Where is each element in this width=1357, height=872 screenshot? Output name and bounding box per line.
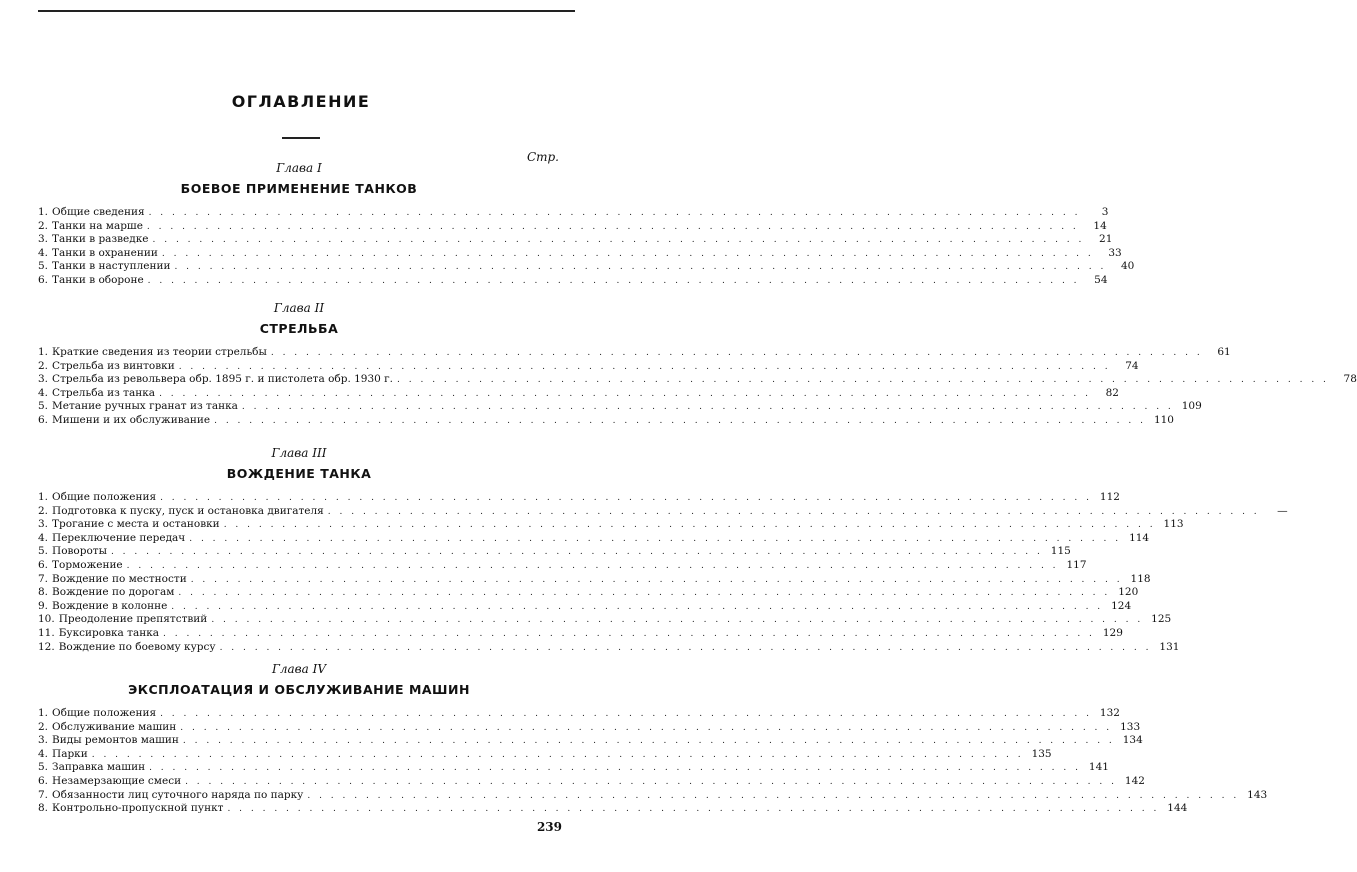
dot-leader: . . . . . . . . . . . . . . . . . . . . . . . . . . . . . . . . . . . . . . . . . . . . . . . . . . . . . . . . . . . . . . . . . . . . . . . . . . . . . . . . [307, 790, 1240, 801]
entry-title: Метание ручных гранат из танка [52, 400, 238, 413]
chapter-title: ЭКСПЛОАТАЦИЯ И ОБСЛУЖИВАНИЕ МАШИН [128, 682, 470, 697]
entry-title: Танки в охранении [52, 246, 158, 259]
entry-page: 143 [1247, 788, 1268, 801]
entry-page: 132 [1099, 707, 1120, 719]
dot-leader: . . . . . . . . . . . . . . . . . . . . . . . . . . . . . . . . . . . . . . . . . . . . . . . . . . . . . . . . . . . . . . . . . . . . . . . . . . . . . . . . [214, 415, 1146, 426]
entry-number: 1. [38, 707, 49, 719]
entry-number: 6. [38, 774, 49, 787]
toc-entry[interactable] [38, 413, 1174, 428]
entry-page: 131 [1159, 640, 1180, 653]
dot-leader: . . . . . . . . . . . . . . . . . . . . . . . . . . . . . . . . . . . . . . . . . . . . . . . . . . . . . . . . . . . . . . . . . . . . . . . . . . . . . . . . [219, 642, 1152, 653]
entry-page: 144 [1167, 802, 1188, 815]
entry-title: Стрельба из винтовки [52, 359, 175, 372]
entry-number: 2. [38, 504, 49, 517]
entry-number: 3. [38, 518, 49, 531]
toc-entry[interactable] [38, 219, 1107, 234]
entry-title: Танки в разведке [52, 233, 149, 246]
entry-title: Вождение по дорогам [52, 586, 175, 599]
entry-list [38, 491, 1288, 654]
entry-number: 8. [38, 586, 49, 599]
chapter-block [38, 445, 1288, 654]
title-rule [282, 137, 320, 139]
chapter-label: Глава II [273, 301, 325, 315]
entry-page: 124 [1111, 599, 1132, 612]
entry-title: Заправка машин [52, 761, 146, 774]
dot-leader: . . . . . . . . . . . . . . . . . . . . . . . . . . . . . . . . . . . . . . . . . . . . . . . . . . . . . . . . . . . . . . . . . . . . . . . . . . . . . . . . [159, 388, 1091, 399]
chapter-title: СТРЕЛЬБА [259, 321, 339, 336]
entry-page: 125 [1151, 613, 1172, 626]
entry-page: 61 [1217, 346, 1231, 358]
toc-entry[interactable] [38, 504, 1288, 519]
entry-page: 141 [1088, 761, 1109, 774]
entry-page: 74 [1125, 359, 1139, 372]
chapter-label: Глава IV [271, 662, 327, 676]
toc-entry[interactable] [38, 761, 1109, 775]
toc-entry[interactable] [38, 373, 1357, 387]
entry-title: Трогание с места и остановки [52, 518, 220, 531]
dot-leader: . . . . . . . . . . . . . . . . . . . . . . . . . . . . . . . . . . . . . . . . . . . . . . . . . . . . . . . . . . . . . . . . . . . . . . . . . . . . . . . . [327, 506, 1260, 517]
entry-number: 4. [38, 531, 49, 544]
toc-entry[interactable] [38, 386, 1119, 401]
dot-leader: . . . . . . . . . . . . . . . . . . . . . . . . . . . . . . . . . . . . . . . . . . . . . . . . . . . . . . . . . . . . . . . . . . . . . . . . . . . . . . . . [91, 749, 1024, 760]
entry-number: 7. [38, 788, 49, 801]
entry-title: Стрельба из танка [52, 386, 156, 399]
dot-leader: . . . . . . . . . . . . . . . . . . . . . . . . . . . . . . . . . . . . . . . . . . . . . . . . . . . . . . . . . . . . . . . . . . . . . . . . . . . . . . . . [147, 275, 1080, 286]
entry-list [38, 707, 1268, 816]
entry-title: Танки на марше [52, 219, 143, 232]
entry-page: 115 [1050, 545, 1071, 558]
entry-title: Общие положения [52, 491, 157, 503]
entry-number: 9. [38, 599, 49, 612]
entry-page: 120 [1118, 586, 1139, 599]
dot-leader: . . . . . . . . . . . . . . . . . . . . . . . . . . . . . . . . . . . . . . . . . . . . . . . . . . . . . . . . . . . . . . . . . . . . . . . . . . . . . . . . [190, 574, 1123, 585]
toc-entry[interactable] [38, 788, 1268, 803]
entry-page: — [1277, 504, 1288, 517]
entry-page: 54 [1094, 273, 1108, 286]
dot-leader: . . . . . . . . . . . . . . . . . . . . . . . . . . . . . . . . . . . . . . . . . . . . . . . . . . . . . . . . . . . . . . . . . . . . . . . . . . . . . . . . [148, 208, 1081, 218]
entry-number: 2. [38, 219, 49, 232]
toc-entry[interactable] [38, 720, 1141, 735]
entry-page: 113 [1163, 518, 1184, 531]
entry-number: 1. [38, 206, 49, 218]
entry-page: 114 [1129, 531, 1150, 544]
entry-number: 4. [38, 386, 49, 399]
dot-leader: . . . . . . . . . . . . . . . . . . . . . . . . . . . . . . . . . . . . . . . . . . . . . . . . . . . . . . . . . . . . . . . . . . . . . . . . . . . . . . . . [163, 628, 1095, 639]
dot-leader: . . . . . . . . . . . . . . . . . . . . . . . . . . . . . . . . . . . . . . . . . . . . . . . . . . . . . . . . . . . . . . . . . . . . . . . . . . . . . . . . [110, 547, 1043, 558]
entry-title: Виды ремонтов машин [52, 734, 179, 747]
dot-leader: . . . . . . . . . . . . . . . . . . . . . . . . . . . . . . . . . . . . . . . . . . . . . . . . . . . . . . . . . . . . . . . . . . . . . . . . . . . . . . . . [397, 375, 1329, 386]
toc-entry[interactable] [38, 260, 1135, 274]
entry-title: Общие положения [52, 707, 157, 719]
toc-entry[interactable] [38, 233, 1113, 247]
entry-number: 6. [38, 413, 49, 426]
entry-page: 134 [1122, 734, 1143, 747]
dot-leader: . . . . . . . . . . . . . . . . . . . . . . . . . . . . . . . . . . . . . . . . . . . . . . . . . . . . . . . . . . . . . . . . . . . . . . . . . . . . . . . . [126, 560, 1059, 571]
entry-number: 1. [38, 346, 49, 358]
entry-title: Парки [52, 747, 88, 760]
entry-number: 5. [38, 545, 49, 558]
dot-leader: . . . . . . . . . . . . . . . . . . . . . . . . . . . . . . . . . . . . . . . . . . . . . . . . . . . . . . . . . . . . . . . . . . . . . . . . . . . . . . . . [149, 763, 1081, 774]
entry-page: 3 [1101, 206, 1109, 218]
dot-leader: . . . . . . . . . . . . . . . . . . . . . . . . . . . . . . . . . . . . . . . . . . . . . . . . . . . . . . . . . . . . . . . . . . . . . . . . . . . . . . . . [211, 615, 1144, 626]
entry-title: Обязанности лиц суточного наряда по парку [52, 788, 304, 801]
entry-number: 6. [38, 273, 49, 286]
entry-number: 6. [38, 558, 49, 571]
entry-list [38, 206, 1135, 288]
entry-page: 14 [1093, 219, 1107, 232]
dot-leader: . . . . . . . . . . . . . . . . . . . . . . . . . . . . . . . . . . . . . . . . . . . . . . . . . . . . . . . . . . . . . . . . . . . . . . . . . . . . . . . . [182, 736, 1115, 747]
entry-number: 4. [38, 246, 49, 259]
chapter-title: БОЕВОЕ ПРИМЕНЕНИЕ ТАНКОВ [180, 181, 418, 196]
entry-title: Общие сведения [52, 206, 145, 218]
toc-entry[interactable] [38, 246, 1122, 261]
entry-title: Буксировка танка [58, 626, 160, 639]
page-column-label: Стр. [526, 150, 559, 164]
toc-entry[interactable] [38, 707, 1120, 721]
toc-entry[interactable] [38, 491, 1120, 505]
entry-page: 33 [1108, 246, 1122, 259]
top-rule [38, 10, 575, 12]
toc-entry[interactable] [38, 626, 1123, 641]
entry-number: 7. [38, 572, 49, 585]
entry-title: Переключение передач [52, 531, 186, 544]
dot-leader: . . . . . . . . . . . . . . . . . . . . . . . . . . . . . . . . . . . . . . . . . . . . . . . . . . . . . . . . . . . . . . . . . . . . . . . . . . . . . . . . [152, 235, 1085, 246]
entry-title: Краткие сведения из теории стрельбы [52, 346, 267, 358]
entry-title: Танки в обороне [52, 273, 144, 286]
entry-number: 3. [38, 734, 49, 747]
dot-leader: . . . . . . . . . . . . . . . . . . . . . . . . . . . . . . . . . . . . . . . . . . . . . . . . . . . . . . . . . . . . . . . . . . . . . . . . . . . . . . . . [180, 722, 1113, 733]
dot-leader: . . . . . . . . . . . . . . . . . . . . . . . . . . . . . . . . . . . . . . . . . . . . . . . . . . . . . . . . . . . . . . . . . . . . . . . . . . . . . . . . [178, 361, 1111, 372]
toc-entry[interactable] [38, 518, 1184, 532]
entry-page: 110 [1153, 413, 1174, 426]
toc-entry[interactable] [38, 774, 1145, 789]
dot-leader: . . . . . . . . . . . . . . . . . . . . . . . . . . . . . . . . . . . . . . . . . . . . . . . . . . . . . . . . . . . . . . . . . . . . . . . . . . . . . . . . [223, 520, 1156, 531]
toc-entry[interactable] [38, 572, 1151, 587]
dot-leader: . . . . . . . . . . . . . . . . . . . . . . . . . . . . . . . . . . . . . . . . . . . . . . . . . . . . . . . . . . . . . . . . . . . . . . . . . . . . . . . . [171, 601, 1104, 612]
entry-number: 5. [38, 400, 49, 413]
entry-page: 40 [1120, 260, 1135, 273]
toc-entry[interactable] [38, 273, 1108, 288]
entry-page: 142 [1124, 774, 1145, 787]
toc-entry[interactable] [38, 400, 1202, 414]
entry-page: 112 [1099, 491, 1120, 503]
dot-leader: . . . . . . . . . . . . . . . . . . . . . . . . . . . . . . . . . . . . . . . . . . . . . . . . . . . . . . . . . . . . . . . . . . . . . . . . . . . . . . . . [270, 348, 1203, 358]
chapter-block [38, 160, 1135, 288]
entry-number: 3. [38, 233, 49, 246]
entry-title: Повороты [52, 545, 107, 558]
page-number: 239 [536, 820, 562, 834]
entry-number: 11. [38, 626, 55, 639]
page-title: ОГЛАВЛЕНИЕ [231, 92, 371, 111]
entry-title: Контрольно-пропускной пункт [52, 802, 224, 815]
entry-page: 133 [1120, 720, 1141, 733]
entry-page: 118 [1130, 572, 1151, 585]
entry-page: 117 [1066, 558, 1087, 571]
toc-entry[interactable] [38, 802, 1188, 816]
entry-number: 8. [38, 802, 49, 815]
dot-leader: . . . . . . . . . . . . . . . . . . . . . . . . . . . . . . . . . . . . . . . . . . . . . . . . . . . . . . . . . . . . . . . . . . . . . . . . . . . . . . . . [161, 248, 1094, 259]
entry-number: 3. [38, 373, 49, 386]
entry-page: 109 [1181, 400, 1202, 413]
dot-leader: . . . . . . . . . . . . . . . . . . . . . . . . . . . . . . . . . . . . . . . . . . . . . . . . . . . . . . . . . . . . . . . . . . . . . . . . . . . . . . . . [174, 262, 1107, 273]
toc-entry[interactable] [38, 531, 1150, 546]
chapter-title: ВОЖДЕНИЕ ТАНКА [226, 466, 372, 481]
entry-page: 78 [1343, 373, 1357, 386]
toc-entry[interactable] [38, 346, 1231, 360]
entry-title: Незамерзающие смеси [52, 774, 182, 787]
toc-entry[interactable] [38, 599, 1132, 614]
entry-title: Танки в наступлении [52, 260, 171, 273]
toc-entry[interactable] [38, 359, 1139, 374]
entry-page: 21 [1099, 233, 1113, 246]
entry-title: Вождение в колонне [52, 599, 168, 612]
dot-leader: . . . . . . . . . . . . . . . . . . . . . . . . . . . . . . . . . . . . . . . . . . . . . . . . . . . . . . . . . . . . . . . . . . . . . . . . . . . . . . . . [189, 533, 1122, 544]
entry-title: Подготовка к пуску, пуск и остановка двигателя [52, 504, 324, 517]
dot-leader: . . . . . . . . . . . . . . . . . . . . . . . . . . . . . . . . . . . . . . . . . . . . . . . . . . . . . . . . . . . . . . . . . . . . . . . . . . . . . . . . [146, 221, 1079, 232]
entry-page: 129 [1102, 626, 1123, 639]
dot-leader: . . . . . . . . . . . . . . . . . . . . . . . . . . . . . . . . . . . . . . . . . . . . . . . . . . . . . . . . . . . . . . . . . . . . . . . . . . . . . . . . [160, 493, 1092, 503]
entry-title: Преодоление препятствий [58, 613, 208, 626]
chapter-block [38, 300, 1357, 428]
toc-entry[interactable] [38, 747, 1052, 762]
dot-leader: . . . . . . . . . . . . . . . . . . . . . . . . . . . . . . . . . . . . . . . . . . . . . . . . . . . . . . . . . . . . . . . . . . . . . . . . . . . . . . . . [227, 804, 1160, 815]
entry-title: Вождение по местности [52, 572, 187, 585]
toc-entry[interactable] [38, 640, 1180, 655]
toc-entry[interactable] [38, 586, 1139, 600]
dot-leader: . . . . . . . . . . . . . . . . . . . . . . . . . . . . . . . . . . . . . . . . . . . . . . . . . . . . . . . . . . . . . . . . . . . . . . . . . . . . . . . . [178, 588, 1111, 599]
chapter-label: Глава III [271, 446, 327, 460]
entry-list [38, 346, 1357, 428]
dot-leader: . . . . . . . . . . . . . . . . . . . . . . . . . . . . . . . . . . . . . . . . . . . . . . . . . . . . . . . . . . . . . . . . . . . . . . . . . . . . . . . . [241, 402, 1174, 413]
entry-title: Торможение [52, 558, 123, 571]
entry-number: 4. [38, 747, 49, 760]
toc-entry[interactable] [38, 545, 1071, 559]
chapter-block [38, 661, 1268, 816]
toc-entry[interactable] [38, 206, 1109, 220]
entry-title: Обслуживание машин [52, 720, 177, 733]
chapter-label: Глава I [276, 161, 322, 175]
toc-entry[interactable] [38, 613, 1172, 627]
entry-title: Стрельба из револьвера обр. 1895 г. и пистолета обр. 1930 г. [52, 373, 394, 386]
entry-number: 5. [38, 260, 49, 273]
entry-title: Мишени и их обслуживание [52, 413, 211, 426]
entry-page: 135 [1031, 747, 1052, 760]
dot-leader: . . . . . . . . . . . . . . . . . . . . . . . . . . . . . . . . . . . . . . . . . . . . . . . . . . . . . . . . . . . . . . . . . . . . . . . . . . . . . . . . [160, 709, 1092, 719]
entry-number: 10. [38, 613, 55, 626]
dot-leader: . . . . . . . . . . . . . . . . . . . . . . . . . . . . . . . . . . . . . . . . . . . . . . . . . . . . . . . . . . . . . . . . . . . . . . . . . . . . . . . . [185, 776, 1117, 787]
toc-entry[interactable] [38, 558, 1087, 573]
entry-number: 5. [38, 761, 49, 774]
entry-number: 2. [38, 720, 49, 733]
entry-title: Вождение по боевому курсу [58, 640, 216, 653]
entry-number: 12. [38, 640, 55, 653]
entry-number: 2. [38, 359, 49, 372]
toc-entry[interactable] [38, 734, 1143, 748]
entry-page: 82 [1105, 386, 1119, 399]
entry-number: 1. [38, 491, 49, 503]
